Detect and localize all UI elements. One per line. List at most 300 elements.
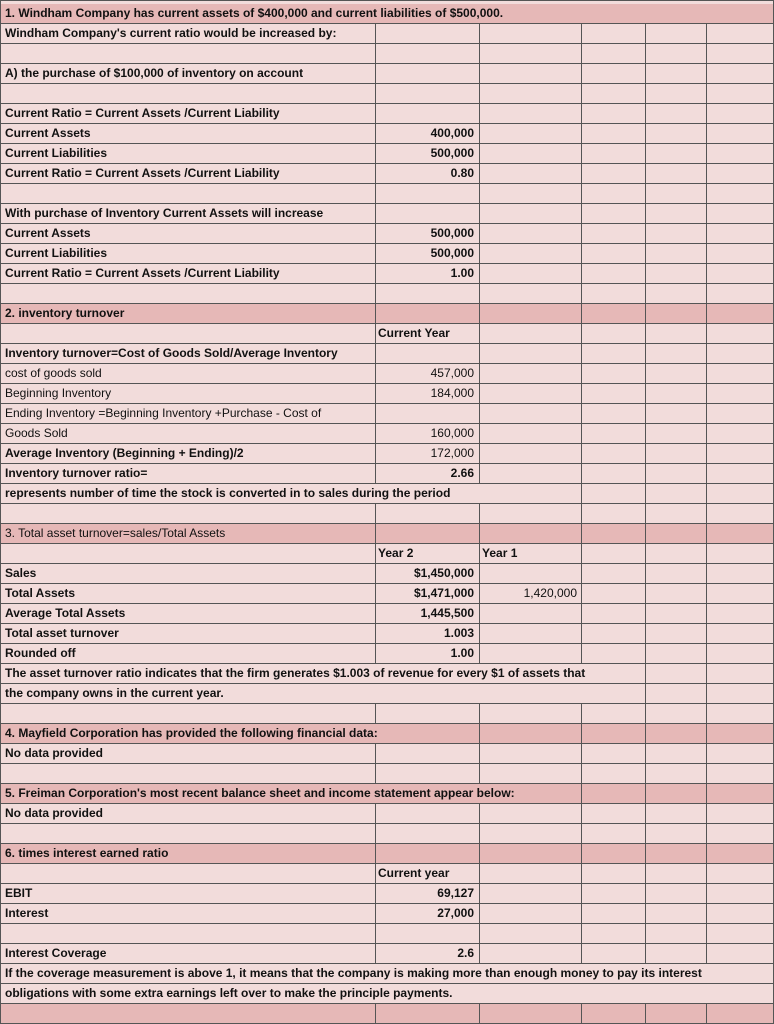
grid-line: [375, 64, 376, 83]
grid-line: [581, 264, 582, 283]
grid-line: [581, 944, 582, 963]
grid-line: [479, 364, 480, 383]
grid-line: [479, 704, 480, 723]
grid-line: [645, 264, 646, 283]
grid-line: [645, 364, 646, 383]
grid-line: [706, 864, 707, 883]
sheet-row: [0, 704, 774, 724]
sheet-row: [0, 864, 774, 884]
sheet-row: [0, 344, 774, 364]
sheet-row: [0, 444, 774, 464]
beginning-inventory-label[interactable]: Beginning Inventory: [5, 386, 112, 400]
grid-line: [479, 404, 480, 423]
grid-line: [706, 904, 707, 923]
grid-line: [479, 344, 480, 363]
grid-line: [375, 364, 376, 383]
grid-line: [706, 544, 707, 563]
current-liabilities-value[interactable]: 500,000: [430, 146, 474, 160]
sheet-row: [0, 264, 774, 284]
grid-line: [581, 364, 582, 383]
ending-inventory-label[interactable]: Ending Inventory =Beginning Inventory +Purchase - Cost of: [5, 406, 322, 420]
grid-line: [479, 524, 480, 543]
grid-line: [479, 744, 480, 763]
grid-line: [645, 384, 646, 403]
grid-line: [645, 404, 646, 423]
grid-line: [706, 24, 707, 43]
grid-line: [375, 884, 376, 903]
grid-line: [706, 944, 707, 963]
grid-line: [645, 44, 646, 63]
grid-line: [581, 744, 582, 763]
grid-line: [375, 144, 376, 163]
grid-line: [479, 724, 480, 743]
grid-line: [479, 844, 480, 863]
grid-line: [581, 24, 582, 43]
interest-coverage-label[interactable]: Interest Coverage: [5, 946, 107, 960]
grid-line: [375, 344, 376, 363]
grid-line: [375, 244, 376, 263]
grid-line: [581, 324, 582, 343]
freiman-title[interactable]: 5. Freiman Corporation's most recent balance sheet and income statement appear below:: [5, 786, 515, 800]
sheet-row: [0, 324, 774, 344]
grid-line: [375, 464, 376, 483]
grid-line: [706, 84, 707, 103]
current-assets-value[interactable]: 500,000: [430, 226, 474, 240]
sheet-row: [0, 384, 774, 404]
grid-line: [645, 844, 646, 863]
grid-line: [645, 884, 646, 903]
grid-line: [645, 104, 646, 123]
grid-line: [581, 584, 582, 603]
grid-line: [706, 664, 707, 683]
grid-line: [375, 424, 376, 443]
grid-line: [479, 144, 480, 163]
mayfield-no-data[interactable]: No data provided: [5, 746, 104, 760]
grid-line: [706, 184, 707, 203]
grid-line: [375, 524, 376, 543]
sheet-row: [0, 584, 774, 604]
grid-line: [479, 224, 480, 243]
grid-line: [479, 84, 480, 103]
grid-line: [375, 1004, 376, 1023]
grid-line: [581, 404, 582, 423]
grid-line: [479, 564, 480, 583]
current-assets-label[interactable]: Current Assets: [5, 226, 91, 240]
grid-line: [479, 804, 480, 823]
grid-line: [375, 264, 376, 283]
grid-line: [706, 264, 707, 283]
grid-line: [645, 504, 646, 523]
current-ratio-label[interactable]: Current Ratio = Current Assets /Current Liability: [5, 166, 280, 180]
year-1-header[interactable]: Year 1: [482, 546, 518, 560]
grid-line: [645, 484, 646, 503]
grid-line: [645, 804, 646, 823]
grid-line: [479, 1004, 480, 1023]
grid-line: [645, 644, 646, 663]
grid-line: [706, 464, 707, 483]
sheet-row: [0, 604, 774, 624]
grid-line: [581, 84, 582, 103]
grid-line: [645, 164, 646, 183]
grid-line: [581, 784, 582, 803]
grid-line: [375, 504, 376, 523]
grid-line: [479, 464, 480, 483]
sheet-row: [0, 764, 774, 784]
grid-line: [479, 24, 480, 43]
inventory-turnover-ratio-label[interactable]: Inventory turnover ratio=: [5, 466, 148, 480]
question-1-line-2[interactable]: Windham Company's current ratio would be increased by:: [5, 26, 337, 40]
inventory-turnover-title[interactable]: 2. inventory turnover: [5, 306, 125, 320]
current-liabilities-value[interactable]: 500,000: [430, 246, 474, 260]
grid-line: [581, 604, 582, 623]
ending-inventory-value[interactable]: 160,000: [430, 426, 474, 440]
average-total-assets-value[interactable]: 1,445,500: [420, 606, 474, 620]
mayfield-title[interactable]: 4. Mayfield Corporation has provided the following financial data:: [5, 726, 378, 740]
grid-line: [706, 764, 707, 783]
grid-line: [479, 264, 480, 283]
sheet-row: [0, 164, 774, 184]
grid-line: [479, 284, 480, 303]
grid-line: [479, 204, 480, 223]
rounded-off-label[interactable]: Rounded off: [5, 646, 76, 660]
grid-line: [375, 44, 376, 63]
current-ratio-formula[interactable]: Current Ratio = Current Assets /Current Liability: [5, 106, 280, 120]
current-year-header[interactable]: Current year: [378, 866, 450, 880]
grid-line: [645, 584, 646, 603]
current-assets-label[interactable]: Current Assets: [5, 126, 91, 140]
increase-note[interactable]: With purchase of Inventory Current Assets will increase: [5, 206, 324, 220]
grid-line: [479, 324, 480, 343]
grid-line: [706, 144, 707, 163]
grid-line: [706, 644, 707, 663]
current-assets-value[interactable]: 400,000: [430, 126, 474, 140]
total-asset-turnover-value[interactable]: 1.003: [443, 626, 474, 640]
ending-inventory-label-cont[interactable]: Goods Sold: [5, 426, 68, 440]
average-inventory-label[interactable]: Average Inventory (Beginning + Ending)/2: [5, 446, 244, 460]
grid-line: [645, 64, 646, 83]
grid-line: [706, 844, 707, 863]
current-year-header[interactable]: Current Year: [378, 326, 450, 340]
sheet-row: [0, 104, 774, 124]
grid-line: [581, 284, 582, 303]
grid-line: [375, 644, 376, 663]
cogs-label[interactable]: cost of goods sold: [5, 366, 102, 380]
grid-line: [706, 304, 707, 323]
interest-value[interactable]: 27,000: [437, 906, 474, 920]
grid-line: [706, 364, 707, 383]
sheet-row: [0, 544, 774, 564]
inventory-turnover-formula[interactable]: Inventory turnover=Cost of Goods Sold/Average Inventory: [5, 346, 338, 360]
grid-line: [581, 484, 582, 503]
sheet-row: [0, 424, 774, 444]
current-ratio-value[interactable]: 1.00: [450, 266, 474, 280]
grid-line: [645, 684, 646, 703]
grid-line: [706, 504, 707, 523]
sales-value[interactable]: $1,450,000: [413, 566, 474, 580]
grid-line: [581, 104, 582, 123]
asset-turnover-note[interactable]: The asset turnover ratio indicates that the firm generates $1.003 of revenue for every $1 of assets that: [5, 666, 586, 680]
grid-line: [581, 124, 582, 143]
grid-line: [479, 584, 480, 603]
sheet-row: [0, 724, 774, 744]
sheet-row: [0, 784, 774, 804]
grid-line: [581, 824, 582, 843]
grid-line: [479, 924, 480, 943]
sheet-row: [0, 404, 774, 424]
grid-line: [375, 224, 376, 243]
grid-line: [581, 704, 582, 723]
sheet-row: [0, 624, 774, 644]
sheet-row: [0, 124, 774, 144]
grid-line: [706, 824, 707, 843]
grid-line: [581, 344, 582, 363]
grid-line: [645, 624, 646, 643]
current-liabilities-label[interactable]: Current Liabilities: [5, 146, 108, 160]
grid-line: [581, 884, 582, 903]
grid-line: [706, 604, 707, 623]
grid-line: [581, 184, 582, 203]
grid-line: [479, 824, 480, 843]
cogs-value[interactable]: 457,000: [430, 366, 474, 380]
grid-line: [479, 904, 480, 923]
inventory-turnover-note[interactable]: represents number of time the stock is converted in to sales during the period: [5, 486, 451, 500]
question-1-line-1[interactable]: 1. Windham Company has current assets of $400,000 and current liabilities of $500,000.: [5, 6, 504, 20]
grid-line: [706, 284, 707, 303]
grid-line: [479, 124, 480, 143]
grid-line: [706, 384, 707, 403]
grid-line: [645, 744, 646, 763]
grid-line: [375, 904, 376, 923]
sheet-row: [0, 244, 774, 264]
grid-line: [706, 924, 707, 943]
grid-line: [706, 104, 707, 123]
ebit-value[interactable]: 69,127: [437, 886, 474, 900]
grid-line: [581, 64, 582, 83]
sheet-row: [0, 664, 774, 684]
sheet-row: [0, 844, 774, 864]
sheet-row: [0, 824, 774, 844]
grid-line: [375, 844, 376, 863]
sheet-row: [0, 924, 774, 944]
grid-line: [581, 644, 582, 663]
sheet-row: [0, 504, 774, 524]
sales-label[interactable]: Sales: [5, 566, 37, 580]
grid-line: [375, 164, 376, 183]
grid-line: [581, 164, 582, 183]
grid-line: [581, 864, 582, 883]
grid-line: [645, 464, 646, 483]
option-a-text[interactable]: A) the purchase of $100,000 of inventory on account: [5, 66, 304, 80]
grid-line: [375, 124, 376, 143]
grid-line: [706, 684, 707, 703]
beginning-inventory-value[interactable]: 184,000: [430, 386, 474, 400]
grid-line: [479, 544, 480, 563]
grid-line: [706, 564, 707, 583]
grid-line: [581, 224, 582, 243]
grid-line: [645, 664, 646, 683]
grid-line: [645, 444, 646, 463]
sheet-row: [0, 1004, 774, 1024]
grid-line: [375, 384, 376, 403]
grid-line: [706, 524, 707, 543]
grid-line: [581, 724, 582, 743]
grid-line: [645, 124, 646, 143]
freiman-no-data[interactable]: No data provided: [5, 806, 104, 820]
grid-line: [645, 544, 646, 563]
sheet-row: [0, 644, 774, 664]
grid-line: [706, 704, 707, 723]
grid-line: [375, 284, 376, 303]
grid-line: [645, 524, 646, 543]
grid-line: [375, 624, 376, 643]
grid-line: [375, 804, 376, 823]
grid-line: [581, 464, 582, 483]
coverage-note[interactable]: If the coverage measurement is above 1, it means that the company is making more than enough money to pay its interest: [5, 966, 702, 980]
grid-line: [375, 324, 376, 343]
grid-line: [645, 284, 646, 303]
asset-turnover-note-cont[interactable]: the company owns in the current year.: [5, 686, 224, 700]
grid-line: [375, 444, 376, 463]
grid-line: [375, 704, 376, 723]
grid-line: [581, 624, 582, 643]
current-ratio-value[interactable]: 0.80: [450, 166, 474, 180]
grid-line: [479, 864, 480, 883]
grid-line: [645, 904, 646, 923]
grid-line: [479, 444, 480, 463]
grid-line: [375, 584, 376, 603]
grid-line: [645, 144, 646, 163]
grid-line: [479, 504, 480, 523]
rounded-off-value[interactable]: 1.00: [450, 646, 474, 660]
grid-line: [645, 604, 646, 623]
grid-line: [479, 64, 480, 83]
grid-line: [375, 604, 376, 623]
sheet-row: [0, 484, 774, 504]
grid-line: [581, 384, 582, 403]
grid-line: [375, 944, 376, 963]
sheet-row: [0, 4, 774, 24]
grid-line: [645, 764, 646, 783]
grid-line: [479, 944, 480, 963]
total-asset-turnover-title[interactable]: 3. Total asset turnover=sales/Total Assets: [5, 526, 226, 540]
grid-line: [645, 324, 646, 343]
coverage-note-cont[interactable]: obligations with some extra earnings left over to make the principle payments.: [5, 986, 453, 1000]
times-interest-earned-title[interactable]: 6. times interest earned ratio: [5, 846, 169, 860]
grid-line: [581, 204, 582, 223]
grid-line: [375, 744, 376, 763]
inventory-turnover-ratio-value[interactable]: 2.66: [450, 466, 474, 480]
current-liabilities-label[interactable]: Current Liabilities: [5, 246, 108, 260]
ebit-label[interactable]: EBIT: [5, 886, 33, 900]
sheet-row: [0, 564, 774, 584]
grid-line: [706, 404, 707, 423]
sheet-row: [0, 684, 774, 704]
grid-line: [581, 764, 582, 783]
grid-line: [706, 344, 707, 363]
grid-line: [375, 404, 376, 423]
grid-line: [375, 84, 376, 103]
grid-line: [479, 184, 480, 203]
grid-line: [706, 444, 707, 463]
grid-line: [706, 1004, 707, 1023]
sheet-row: [0, 224, 774, 244]
grid-line: [581, 444, 582, 463]
grid-line: [706, 784, 707, 803]
interest-coverage-value[interactable]: 2.6: [457, 946, 474, 960]
grid-line: [645, 224, 646, 243]
grid-line: [645, 824, 646, 843]
grid-line: [375, 824, 376, 843]
sheet-row: [0, 744, 774, 764]
grid-line: [581, 524, 582, 543]
grid-line: [706, 804, 707, 823]
grid-line: [479, 604, 480, 623]
grid-line: [581, 244, 582, 263]
grid-line: [706, 204, 707, 223]
grid-line: [706, 124, 707, 143]
sheet-row: [0, 184, 774, 204]
grid-line: [581, 424, 582, 443]
grid-line: [706, 744, 707, 763]
grid-line: [375, 864, 376, 883]
interest-label[interactable]: Interest: [5, 906, 49, 920]
grid-line: [645, 784, 646, 803]
grid-line: [581, 44, 582, 63]
grid-line: [581, 564, 582, 583]
grid-line: [479, 644, 480, 663]
grid-line: [645, 704, 646, 723]
grid-line: [581, 804, 582, 823]
sheet-row: [0, 904, 774, 924]
grid-line: [645, 304, 646, 323]
year-2-header[interactable]: Year 2: [378, 546, 414, 560]
total-assets-label[interactable]: Total Assets: [5, 586, 76, 600]
grid-line: [581, 304, 582, 323]
grid-line: [375, 304, 376, 323]
sheet-row: [0, 464, 774, 484]
grid-line: [645, 344, 646, 363]
sheet-row: [0, 204, 774, 224]
grid-line: [645, 84, 646, 103]
sheet-row: [0, 364, 774, 384]
grid-line: [706, 44, 707, 63]
average-inventory-value[interactable]: 172,000: [430, 446, 474, 460]
grid-line: [581, 924, 582, 943]
grid-line: [479, 424, 480, 443]
grid-line: [581, 844, 582, 863]
grid-line: [479, 244, 480, 263]
grid-line: [479, 104, 480, 123]
average-total-assets-label[interactable]: Average Total Assets: [5, 606, 126, 620]
grid-line: [706, 64, 707, 83]
total-assets-year-1[interactable]: 1,420,000: [523, 586, 577, 600]
grid-line: [645, 244, 646, 263]
sheet-row: [0, 24, 774, 44]
grid-line: [479, 764, 480, 783]
total-assets-year-2[interactable]: $1,471,000: [413, 586, 474, 600]
grid-line: [706, 164, 707, 183]
grid-line: [375, 564, 376, 583]
grid-line: [375, 184, 376, 203]
total-asset-turnover-label[interactable]: Total asset turnover: [5, 626, 119, 640]
current-ratio-label[interactable]: Current Ratio = Current Assets /Current Liability: [5, 266, 280, 280]
grid-line: [479, 624, 480, 643]
sheet-row: [0, 144, 774, 164]
grid-line: [375, 544, 376, 563]
sheet-row: [0, 524, 774, 544]
grid-line: [645, 924, 646, 943]
grid-line: [706, 724, 707, 743]
